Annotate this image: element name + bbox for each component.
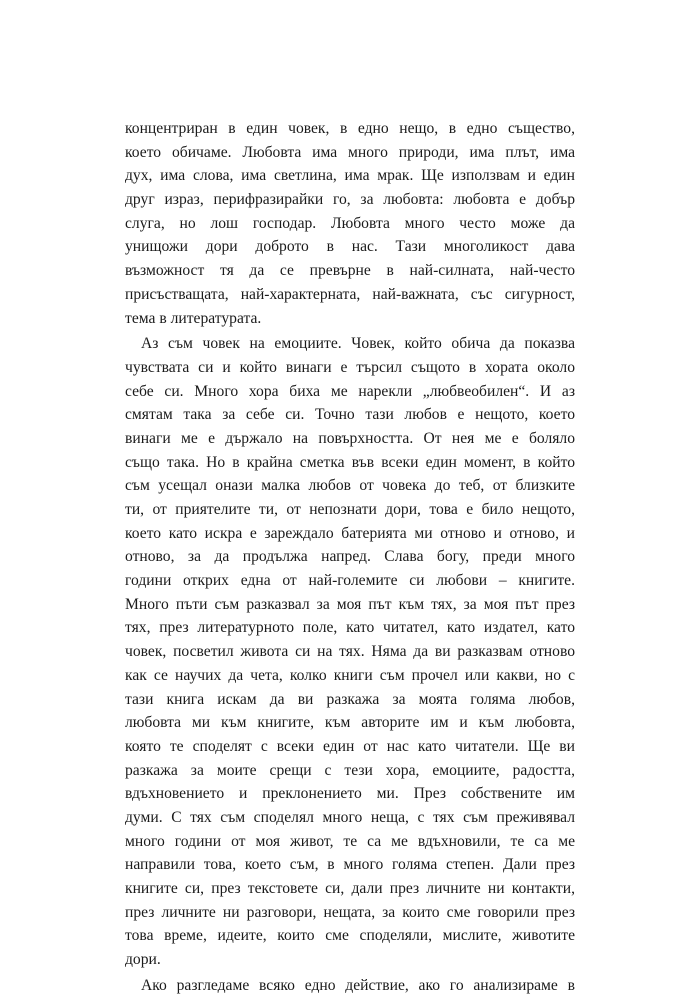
text-line: човек, посветил живота си на тях. Няма да ви разказвам отново (125, 643, 575, 661)
text-line: книгите си, през текстовете си, дали през личните ни контакти, (125, 880, 575, 897)
text-line: Аз съм човек на емоциите. Човек, който обича да показва (141, 335, 575, 353)
text-line: дори. (125, 951, 161, 969)
text-line: години открих една от най-големите си любови – книгите. (125, 572, 575, 590)
text-line: чувствата си и който винаги е търсил същото в хората около (125, 358, 575, 376)
text-line: присъстващата, най-характерната, най-важната, със сигурност, (125, 285, 575, 303)
text-line: вдъхновението и преклонението ми. През собствените им (125, 785, 575, 803)
text-line: много години от моя живот, те са ме вдъхновили, те са ме (125, 832, 575, 850)
text-line: как се научих да чета, колко книги съм прочел или какви, но с (125, 666, 575, 684)
text-line: тях, през литературното поле, като читател, като издател, като (125, 619, 575, 637)
text-line: унищожи дори доброто в нас. Тази многоликост дава (125, 238, 575, 256)
text-line: концентриран в един човек, в едно нещо, в едно същество, (125, 120, 575, 137)
text-line: през личните ни разговори, нещата, за които сме говорили през (125, 903, 575, 921)
text-line: друг израз, перифразирайки го, за любовта: любовта е добър (125, 191, 575, 209)
text-line: също така. Но в крайна сметка във всеки един момент, в който (125, 453, 575, 471)
text-line: тема в литературата. (125, 309, 262, 327)
text-line: винаги ме е държало на повърхността. От нея ме е боляло (125, 429, 575, 447)
text-line: което като искра е зареждало батерията ми отново и отново, и (125, 524, 575, 542)
paragraph (125, 974, 575, 997)
text-line: тази книга искам да ви разкажа за моята голяма любов, (125, 690, 575, 708)
text-line: ти, от приятелите ти, от непознати дори, това е било нещото, (125, 501, 575, 518)
text-line: разкажа за моите срещи с тези хора, емоциите, радостта, (125, 761, 575, 779)
text-line: която те споделят с всеки един от нас като читатели. Ще ви (125, 737, 575, 755)
text-line: дух, има слова, има светлина, има мрак. Ще използвам и един (125, 167, 575, 185)
text-line: възможност тя да се превърне в най-силната, най-често (125, 262, 575, 280)
paragraph (125, 117, 575, 330)
body-text (125, 117, 575, 997)
text-line: отново, за да продължа напред. Слава богу, преди много (125, 548, 575, 566)
text-line: което обичаме. Любовта има много природи, има плът, има (125, 143, 575, 161)
paragraph (125, 332, 575, 972)
text-line: направили това, което съм, в много голяма степен. Дали през (125, 856, 575, 874)
text-line: Много пъти съм разказвал за моя път към тях, за моя път през (125, 595, 575, 613)
text-line: слуга, но лош господар. Любовта много често може да (125, 214, 575, 232)
text-line: смятам така за себе си. Точно тази любов е нещото, което (125, 406, 575, 424)
text-line: съм усещал онази малка любов от човека до теб, от близките (125, 477, 575, 495)
text-line: думи. С тях съм споделял много неща, с тях съм преживявал (125, 808, 575, 826)
text-line: Ако разгледаме всяко едно действие, ако го анализираме в (141, 976, 575, 994)
text-line: себе си. Много хора биха ме нарекли „любвеобилен“. И аз (125, 382, 575, 400)
text-line: любовта ми към книгите, към авторите им и към любовта, (125, 714, 575, 732)
text-line: това време, идеите, които сме споделяли, мислите, животите (125, 927, 575, 945)
